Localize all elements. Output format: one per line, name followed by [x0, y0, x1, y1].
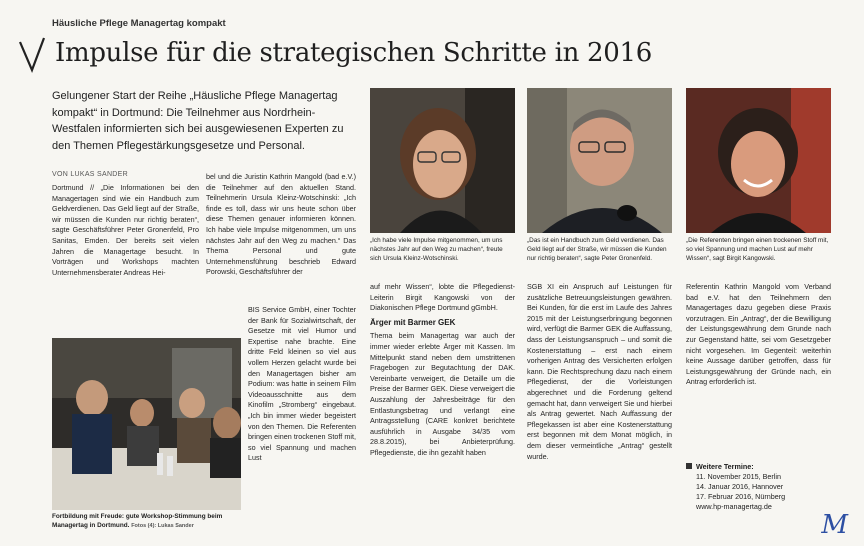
- headline-decorative-mark: [18, 36, 48, 83]
- article-column-2: [206, 172, 356, 278]
- article-text: SGB XI ein Anspruch auf Leistungen für zusätzliche Betreuungsleistungen gewähren. Bei Kunden, für die erst im Laufe des Jahres 2015 mit der Leistungserbringung begonnen wird, verfügt die Barmer GEK die Auffassung, dass der Leistungsanspruch – und somit die Kostenerstattung – erst nach einem vorherigen Antrag des Versicherten erfolgen kann. Die Rechtsprechung dazu nach einem Pflegedienst, der die Vorleistungen abgerechnet und die Forderung geltend gemacht hat, dann verweigert Sie und hierbei als Antrag gewertet. Nach Auffassung der Pflegekassen ist aber eine Kostenerstattung erst begonnen mit dem Monat möglich, in dem dieser vermeintliche „Antrag“ gestellt wurde.: [527, 282, 672, 461]
- kicker: Häusliche Pflege Managertag kompakt: [52, 18, 226, 29]
- event-date: 17. Februar 2016, Nürnberg: [696, 492, 786, 501]
- article-column-2-continued: [248, 305, 356, 464]
- portrait-photo-ursula: [370, 88, 515, 233]
- event-date: 14. Januar 2016, Hannover: [696, 482, 784, 491]
- event-date: 11. November 2015, Berlin: [696, 472, 781, 481]
- article-text: Referentin Kathrin Mangold vom Verband bad e.V. hat den Teilnehmern den Managertages dazu gegeben diese Praxis vorzutragen. Ein „Antrag“, der die Bewilligung der Leistungsgewährung dem Grunde nach zur Gegenstand hätte, sei vom Gesetzgeber nicht vorgesehen. Im Gegenteil: weiterhin keine Aussage darüber getroffen, dass für Leistungsgewährung der Gründe nach, ein Antrag erforderlich ist.: [686, 282, 831, 387]
- portrait-photo-birgit: [686, 88, 831, 233]
- caption-text: Fortbildung mit Freude: gute Workshop-Stimmung beim Managertag in Dortmund.: [52, 513, 223, 529]
- workshop-photo-caption: [52, 512, 241, 531]
- article-text: bel und die Juristin Kathrin Mangold (bad e.V.) die Teilnehmer auf den aktuellen Stand. Teilnehmerin Ursula Kleinz-Wotschinski: „Ich finde es toll, dass wir uns heute schon über diese Themen genauer informieren können. Ich habe viele Impulse mitgenommen, um uns nächstes Jahr auf den Weg zu machen.“ Das Thema Personal und gute Unternehmensführung beschrieb Edward Porowski, Geschäftsführer der: [206, 172, 356, 277]
- article-column-4: [527, 282, 672, 462]
- workshop-photo: [52, 338, 241, 510]
- section-subhead: Ärger mit Barmer GEK: [370, 317, 456, 327]
- article-column-1: [52, 183, 199, 278]
- article-column-5: [686, 282, 831, 388]
- article-text: Thema beim Managertag war auch der immer wieder erlebte Ärger mit Kassen. Im Mittelpunkt stand neben dem umstrittenen Fragebogen zur Begutachtung der DAK. Vereinbarte verweigert, die Detaille um die Preise der Barmer GEK. Diese verweigert die Auszahlung der Jahresbeiträge für den Entlastungsbetrag und verlangt eine Antragsstellung (CARE konkret berichtete ausführlich in Ausgabe 34/35 vom 28.8.2015), bei Anbieterprüfung. Pflegedienste, die ihn gezahlt haben: [370, 331, 515, 457]
- photo-credit: Fotos (4): Lukas Sander: [131, 523, 194, 529]
- square-bullet-icon: [686, 463, 692, 469]
- byline: VON LUKAS SANDER: [52, 171, 128, 178]
- portrait-caption-1: „Ich habe viele Impulse mitgenommen, um uns nächstes Jahr auf den Weg zu machen“, freute sich Ursula Kleinz-Wotschinski.: [370, 237, 503, 262]
- article-text: Dortmund // „Die Informationen bei den Managertagen sind wie ein Handbuch zum Geldverdienen. Das Geld liegt auf der Straße, wir müssen die Kunden nur richtig beraten“, sagte Geschäftsführer Peter Gronenfeld, Pro Sanitas, Emden. Der bereits seit vielen Jahren die Managertage besucht. In Vorträgen und Workshops machten Unternehmensberater Andreas Hei-: [52, 183, 199, 277]
- events-title: Weitere Termine:: [686, 462, 836, 472]
- managertag-logo: M: [821, 510, 848, 540]
- article-text: BIS Service GmbH, einer Tochter der Bank für Sozialwirtschaft, der Gesetze mit viel Humor und Expertise nahe brachte. Eine dritte Feld kleinen so viel aus vollem Herzen gelacht wurde bei den Managertagen bisher am Podium: was hatte in seinem Film Videoausschnitte aus dem Kinofilm „Stromberg“ eingebaut. „Ich bin immer wieder begeistert von den Themen. Die Referenten bringen einen trockenen Stoff mit, so viel Spannung und machen Lust: [248, 305, 356, 463]
- portrait-caption-3: „Die Referenten bringen einen trockenen Stoff mit, so viel Spannung und machen Lust auf mehr Wissen“, sagt Birgit Kangowski.: [686, 237, 829, 262]
- events-link[interactable]: www.hp-managertag.de: [696, 502, 772, 511]
- page-title: Impulse für die strategischen Schritte in 2016: [55, 38, 652, 68]
- portrait-caption-2: „Das ist ein Handbuch zum Geld verdienen. Das Geld liegt auf der Straße, wir müssen die Kunden nur richtig beraten“, sagte Peter Gronenfeld.: [527, 237, 667, 262]
- events-box: [686, 462, 836, 512]
- article-column-3: [370, 282, 515, 459]
- article-text: auf mehr Wissen“, lobte die Pflegedienst-Leiterin Birgit Kangowski von der Diakonischen Pflege Dortmund gGmbH.: [370, 282, 515, 313]
- lead-paragraph: Gelungener Start der Reihe „Häusliche Pflege Managertag kompakt“ in Dortmund: Die Teilnehmer aus Nordrhein-Westfalen informierten sich bei ausgewiesenen Experten zu den Themen Pflegestärkungsgesetze und Personal.: [52, 90, 344, 152]
- portrait-photo-peter: [527, 88, 672, 233]
